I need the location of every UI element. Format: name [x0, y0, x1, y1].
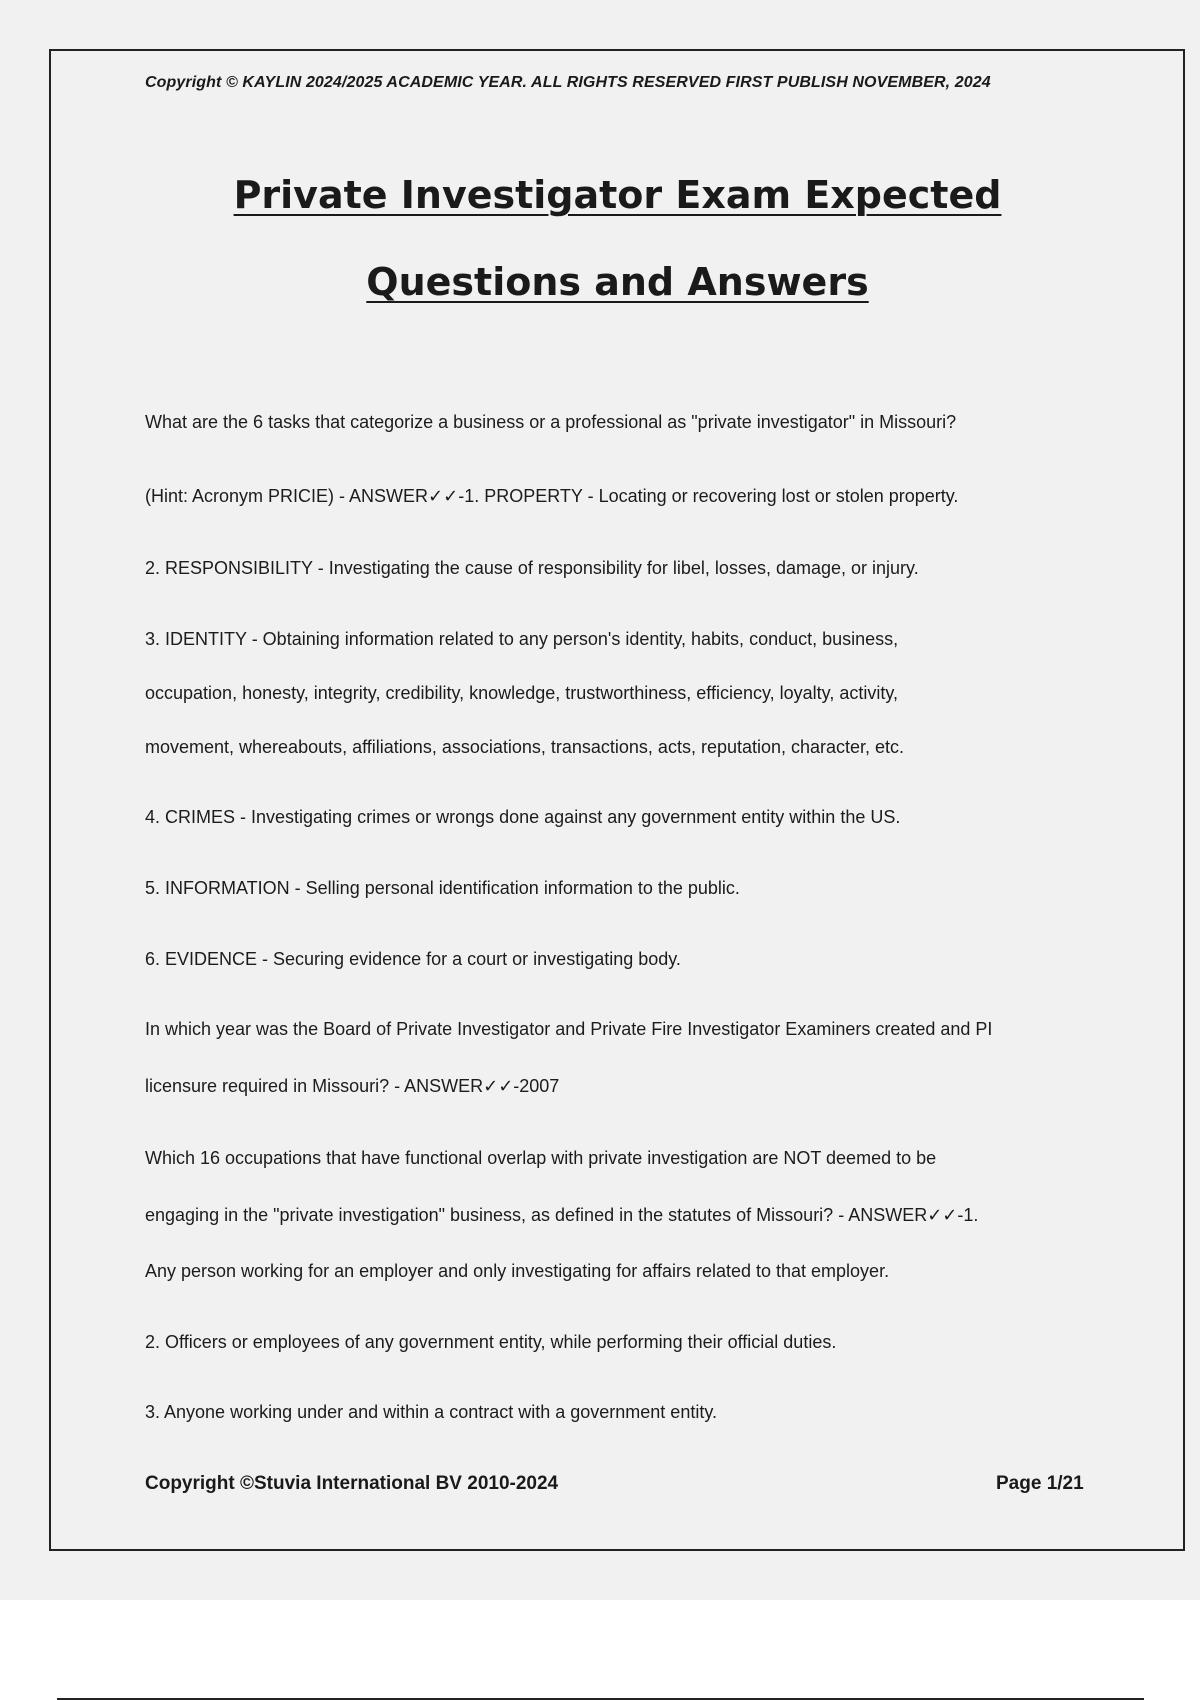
body-line: 4. CRIMES - Investigating crimes or wrongs done against any government entity within the US. — [145, 807, 901, 827]
body-line: 6. EVIDENCE - Securing evidence for a court or investigating body. — [145, 949, 681, 969]
body-line: What are the 6 tasks that categorize a business or a professional as "private investigator" in Missouri? — [145, 412, 957, 432]
body-line: licensure required in Missouri? - ANSWER✓✓-2007 — [145, 1076, 560, 1096]
body-line: (Hint: Acronym PRICIE) - ANSWER✓✓-1. PROPERTY - Locating or recovering lost or stolen property. — [145, 486, 959, 506]
body-line: occupation, honesty, integrity, credibility, knowledge, trustworthiness, efficiency, loyalty, activity, — [145, 683, 899, 703]
page-number: Page 1/21 — [996, 1473, 1084, 1494]
body-line: 2. Officers or employees of any government entity, while performing their official duties. — [145, 1332, 837, 1352]
document-title-line-2: Questions and Answers — [366, 260, 869, 304]
footer-copyright: Copyright ©Stuvia International BV 2010-2024 — [145, 1473, 559, 1494]
body-line: 2. RESPONSIBILITY - Investigating the cause of responsibility for libel, losses, damage, or injury. — [145, 558, 919, 578]
body-line: Which 16 occupations that have functional overlap with private investigation are NOT deemed to be — [145, 1148, 937, 1168]
body-line: In which year was the Board of Private Investigator and Private Fire Investigator Examiners created and PI — [145, 1019, 993, 1039]
body-line: 3. Anyone working under and within a contract with a government entity. — [145, 1402, 717, 1422]
header-copyright: Copyright © KAYLIN 2024/2025 ACADEMIC YEAR. ALL RIGHTS RESERVED FIRST PUBLISH NOVEMBER, 2024 — [145, 74, 991, 91]
body-line: Any person working for an employer and only investigating for affairs related to that employer. — [145, 1261, 890, 1281]
body-line: engaging in the "private investigation" business, as defined in the statutes of Missouri? - ANSWER✓✓-1. — [145, 1205, 979, 1225]
body-line: 3. IDENTITY - Obtaining information related to any person's identity, habits, conduct, business, — [145, 629, 899, 649]
document-title-line-1: Private Investigator Exam Expected — [233, 173, 1002, 217]
body-line: 5. INFORMATION - Selling personal identification information to the public. — [145, 878, 740, 898]
body-line: movement, whereabouts, affiliations, associations, transactions, acts, reputation, character, etc. — [145, 737, 905, 757]
